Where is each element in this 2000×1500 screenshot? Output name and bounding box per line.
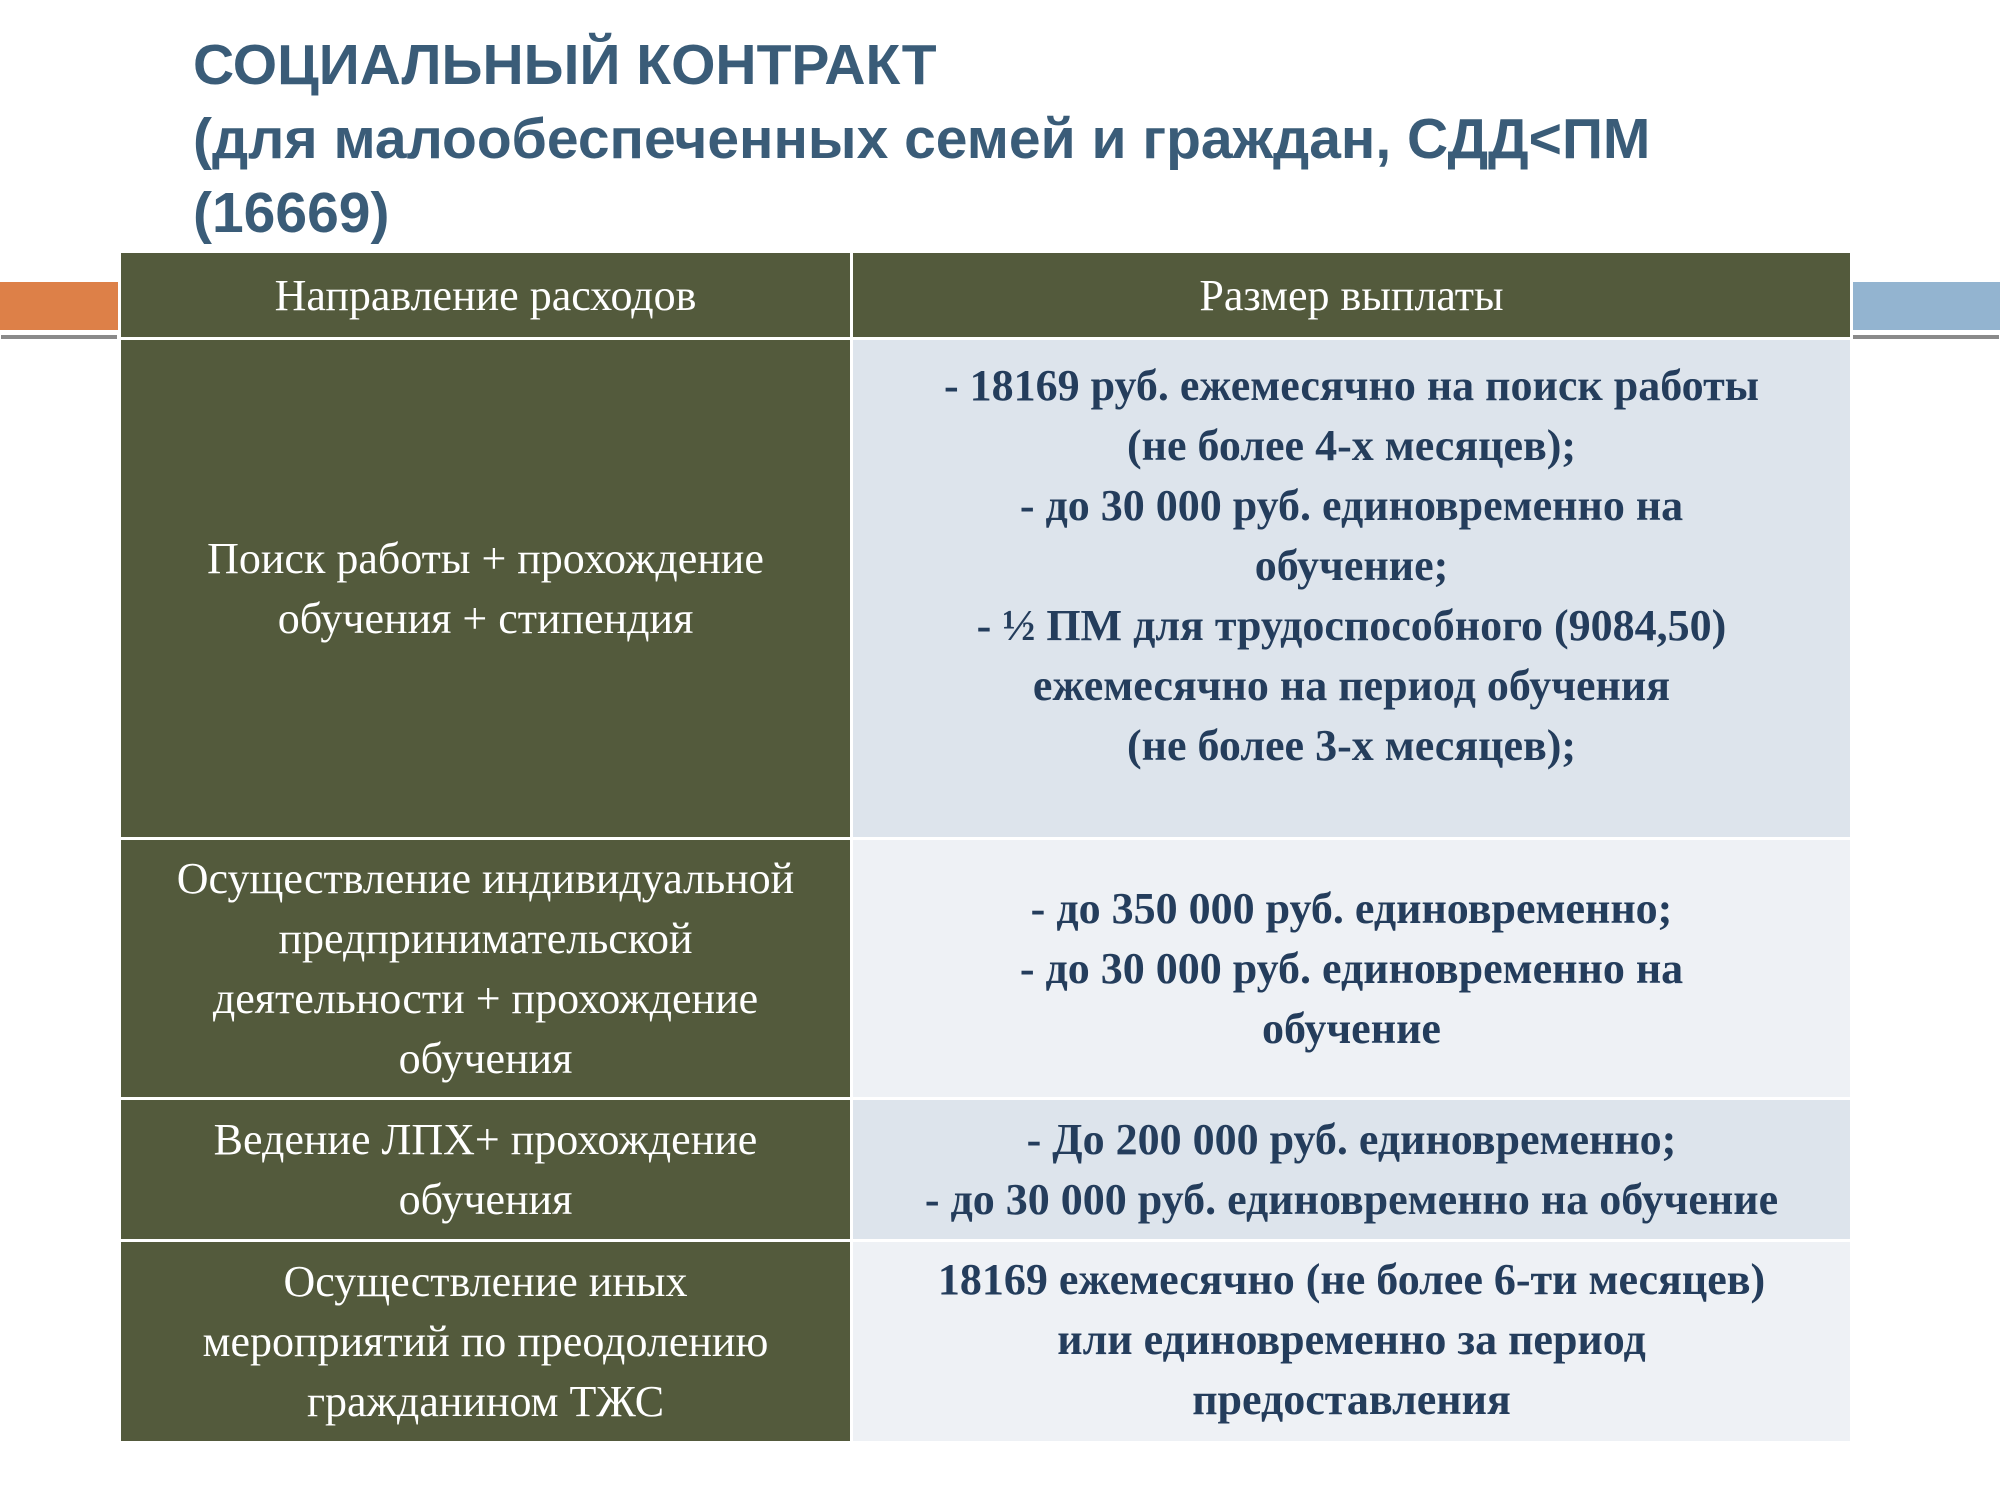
- payment-text: - до 30 000 руб. единовременно на обучение: [924, 1174, 1779, 1224]
- page-title: [193, 28, 1893, 250]
- table-row: [120, 1241, 1852, 1443]
- direction-text: деятельности + прохождение: [212, 973, 759, 1023]
- payment-text: - до 30 000 руб. единовременно на: [1019, 943, 1684, 993]
- title-line-3: (16669): [193, 181, 390, 245]
- table-row: [120, 339, 1852, 839]
- direction-text: предпринимательской: [278, 913, 693, 963]
- payment-text: (не более 4-х месяцев);: [1126, 421, 1577, 470]
- direction-text: Ведение ЛПХ+ прохождение: [213, 1114, 758, 1164]
- payment-text: или единовременно за период: [1057, 1315, 1646, 1364]
- direction-text: гражданином ТЖС: [306, 1376, 665, 1426]
- direction-text: обучения + стипендия: [277, 593, 694, 643]
- direction-text: Осуществление иных: [283, 1256, 688, 1306]
- title-line-2: (для малообеспеченных семей и граждан, СДД<ПМ: [193, 107, 1651, 171]
- payment-text: - до 30 000 руб. единовременно на: [1019, 481, 1684, 530]
- direction-cell: [120, 1099, 852, 1241]
- payment-text: - 18169 руб. ежемесячно на поиск работы: [943, 361, 1760, 410]
- payment-text: ежемесячно на период обучения: [1032, 661, 1671, 710]
- payment-text: - до 350 000 руб. единовременно;: [1030, 883, 1673, 933]
- payment-cell: [852, 839, 1852, 1099]
- payment-text: - До 200 000 руб. единовременно;: [1026, 1114, 1677, 1164]
- direction-text: обучения: [398, 1174, 573, 1224]
- direction-text: Осуществление индивидуальной: [176, 853, 795, 903]
- table-row: [120, 839, 1852, 1099]
- payment-text: обучение: [1262, 1003, 1441, 1053]
- orange-accent-bar: [0, 282, 118, 330]
- direction-text: обучения: [398, 1033, 573, 1083]
- payment-cell: [852, 1241, 1852, 1443]
- header-direction: Направление расходов: [120, 252, 852, 339]
- direction-cell: [120, 1241, 852, 1443]
- payment-text: 18169 ежемесячно (не более 6-ти месяцев): [937, 1255, 1766, 1304]
- table-header-row: [120, 252, 1852, 339]
- title-line-1: СОЦИАЛЬНЫЙ КОНТРАКТ: [193, 33, 937, 97]
- social-contract-table: [118, 250, 1853, 1444]
- header-payment: Размер выплаты: [852, 252, 1852, 339]
- payment-text: - ½ ПМ для трудоспособного (9084,50): [976, 601, 1727, 650]
- blue-accent-bar: [1850, 282, 2000, 330]
- table-row: [120, 1099, 1852, 1241]
- direction-cell: [120, 839, 852, 1099]
- payment-text: обучение;: [1254, 541, 1449, 590]
- social-contract-table-wrapper: [118, 250, 1850, 1442]
- direction-cell: [120, 339, 852, 839]
- direction-text: мероприятий по преодолению: [202, 1316, 769, 1366]
- direction-text: Поиск работы + прохождение: [207, 533, 764, 583]
- payment-cell: [852, 1099, 1852, 1241]
- payment-cell: [852, 339, 1852, 839]
- payment-text: предоставления: [1192, 1375, 1511, 1424]
- payment-text: (не более 3-х месяцев);: [1126, 721, 1577, 770]
